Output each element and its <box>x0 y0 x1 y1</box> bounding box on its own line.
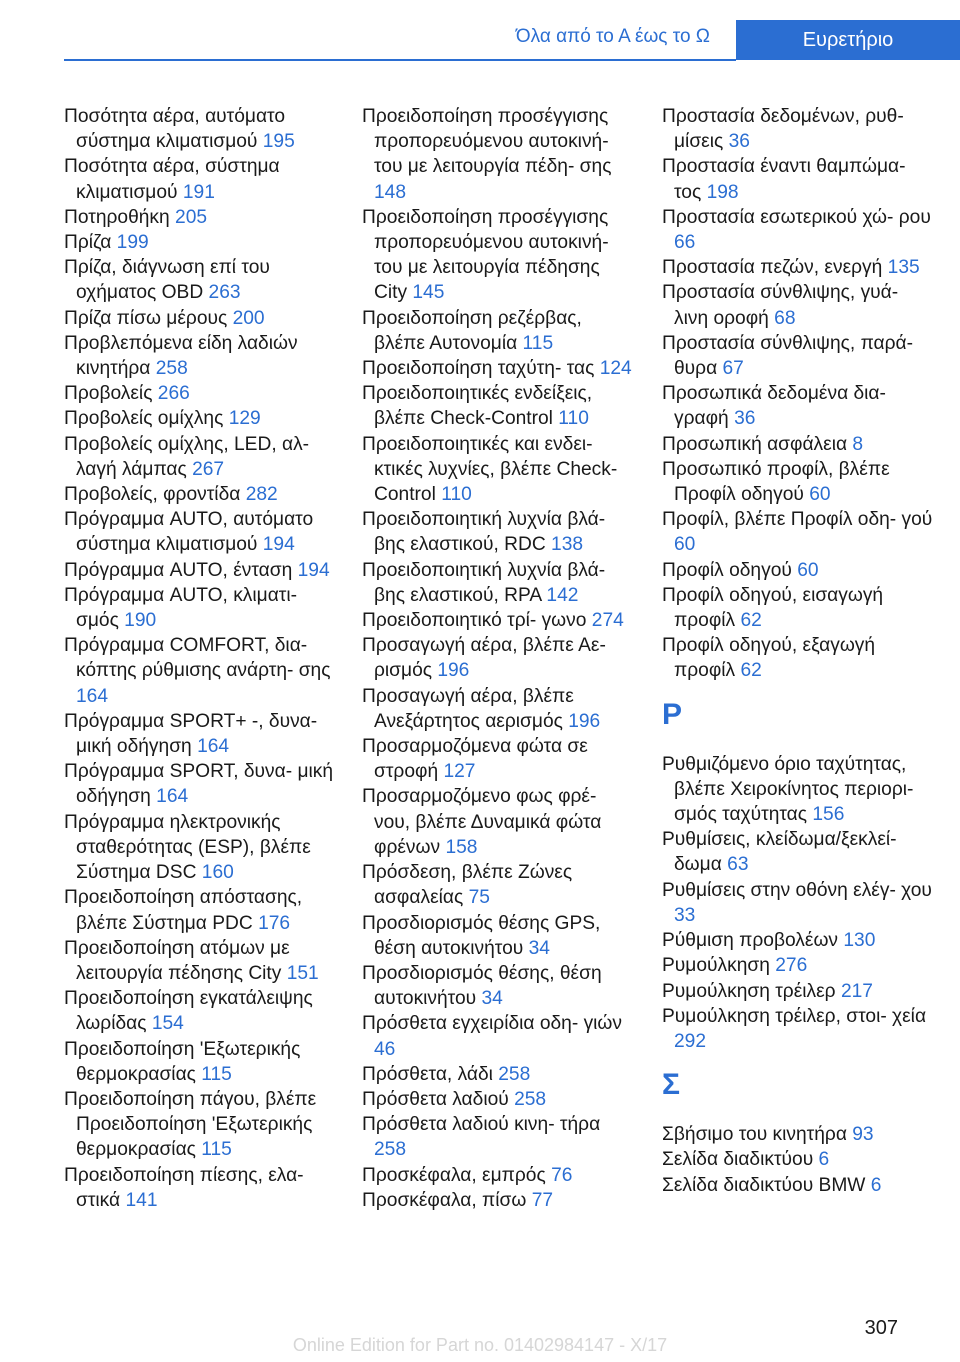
index-entry <box>362 684 637 734</box>
index-entry <box>362 633 637 683</box>
index-entry <box>64 885 339 935</box>
index-entry <box>362 860 637 910</box>
index-entry-term: Ρυθμίσεις στην οθόνη ελέγ‐ χου <box>662 879 932 901</box>
index-entry <box>662 928 937 953</box>
index-entry-term: Προφίλ οδηγού <box>662 559 792 581</box>
index-entry <box>362 356 637 381</box>
index-entry-term: Προστασία εσωτερικού χώ‐ ρου <box>662 206 931 228</box>
index-entry <box>662 878 937 928</box>
index-column-3 <box>662 104 937 1198</box>
index-entry-term: Προειδοποίηση προσέγγισης προπορευόμενου αυτοκινή‐ του με λειτουργία πέδησης City <box>362 206 609 304</box>
index-entry-term: Προφίλ, βλέπε Προφίλ οδη‐ γού <box>662 509 933 531</box>
index-page-link[interactable]: 258 <box>498 1063 531 1085</box>
index-entry-term: Πρόσθετα, λάδι <box>362 1063 493 1085</box>
index-page-link[interactable]: 60 <box>809 484 831 506</box>
index-entry <box>662 752 937 828</box>
index-page-link[interactable]: 148 <box>374 181 407 203</box>
index-entry-term: Προστασία πεζών, ενεργή <box>662 257 883 279</box>
index-entry-term: Πρόγραμμα AUTO, ένταση <box>64 559 293 581</box>
index-entry-term: Προειδοποίηση απόστασης, βλέπε Σύστημα PDC <box>64 887 303 934</box>
index-entry-term: Προσκέφαλα, εμπρός <box>362 1164 546 1186</box>
index-entry-term: Προβολείς ομίχλης, LED, αλ‐ λαγή λάμπας <box>64 433 310 480</box>
index-page-link[interactable]: 115 <box>522 332 554 354</box>
index-entry <box>64 432 339 482</box>
index-entry <box>64 936 339 986</box>
index-entry-term: Ρυμούλκηση τρέιλερ <box>662 980 836 1002</box>
index-entry-term: Πρόγραμμα AUTO, κλιματι‐ σμός <box>64 584 298 632</box>
index-entry-term: Προστασία σύνθλιψης, παρά‐ θυρα <box>662 332 914 380</box>
index-entry-term: Προφίλ οδηγού, εξαγωγή προφίλ <box>662 635 876 682</box>
index-page-link[interactable]: 36 <box>728 131 750 153</box>
index-entry <box>362 1163 637 1188</box>
index-entry <box>362 1188 637 1213</box>
index-entry <box>362 306 637 356</box>
index-entry <box>64 205 339 230</box>
index-page-link[interactable]: 191 <box>182 181 215 203</box>
index-entry-term: Πρίζα <box>64 232 112 254</box>
index-entry-term: Προειδοποίηση πάγου, βλέπε Προειδοποίηση 'Εξωτερικής θερμοκρασίας <box>64 1088 317 1161</box>
index-entry <box>64 633 339 709</box>
index-entry-term: Προειδοποιητικές ενδείξεις, βλέπε Check-Control <box>362 383 593 430</box>
index-entry <box>362 734 637 784</box>
index-entry-term: Σβήσιμο του κινητήρα <box>662 1124 847 1146</box>
index-entry-term: Προσδιορισμός θέσης, θέση αυτοκινήτου <box>362 962 602 1010</box>
index-entry <box>362 1011 637 1061</box>
index-page-link[interactable]: 258 <box>155 358 188 380</box>
index-entry-term: Προβολείς <box>64 383 153 405</box>
index-page-link[interactable]: 93 <box>852 1124 874 1146</box>
index-entry <box>662 205 937 255</box>
index-entry <box>64 255 339 305</box>
index-entry <box>662 953 937 978</box>
index-page-link[interactable]: 154 <box>151 1013 184 1035</box>
index-entry <box>64 583 339 633</box>
index-entry <box>662 154 937 204</box>
index-page-link[interactable]: 115 <box>201 1139 232 1161</box>
index-entry <box>662 507 937 557</box>
index-entry-term: Ρύθμιση προβολέων <box>662 930 839 952</box>
index-entry-term: Προειδοποίηση προσέγγισης προπορευόμενου αυτοκινή‐ του με λειτουργία πέδη‐ σης <box>362 106 612 178</box>
index-page-link[interactable]: 156 <box>812 804 845 826</box>
index-entry <box>662 381 937 431</box>
index-entry <box>662 255 937 280</box>
index-letter-heading: Ρ <box>662 697 683 731</box>
index-entry <box>362 1112 637 1162</box>
index-entry <box>662 558 937 583</box>
index-page-link[interactable]: 282 <box>245 484 278 506</box>
index-page-link[interactable]: 110 <box>558 408 589 430</box>
index-tab[interactable] <box>736 20 960 60</box>
index-entry <box>362 558 637 608</box>
index-entry <box>64 810 339 886</box>
index-entry-term: Προειδοποίηση πίεσης, ελα‐ στικά <box>64 1164 304 1211</box>
index-page-link[interactable]: 68 <box>774 307 796 329</box>
index-entry <box>362 961 637 1011</box>
index-page-link[interactable]: 66 <box>674 232 696 254</box>
index-entry-term: Πρόσθετα λαδιού κινη‐ τήρα <box>362 1114 601 1136</box>
index-page-link[interactable]: 199 <box>116 232 149 254</box>
index-entry-term: Προειδοποίηση 'Εξωτερικής θερμοκρασίας <box>64 1038 301 1085</box>
index-page-link[interactable]: 138 <box>551 534 584 556</box>
header-divider <box>64 59 736 61</box>
page-number: 307 <box>864 1317 898 1339</box>
index-entry-term: Πρόσθετα εγχειρίδια οδη‐ γιών <box>362 1013 622 1035</box>
index-entry-term: Προσωπική ασφάλεια <box>662 433 848 455</box>
index-entry-term: Ρυθμιζόμενο όριο ταχύτητας, βλέπε Χειροκίνητος περιορι‐ σμός ταχύτητας <box>662 753 914 826</box>
index-page-link[interactable]: 263 <box>208 282 241 304</box>
index-entry <box>362 911 637 961</box>
index-entry-term: Προειδοποίηση εγκατάλειψης λωρίδας <box>64 988 313 1035</box>
index-page-link[interactable]: 34 <box>528 937 550 959</box>
index-page-link[interactable]: 63 <box>727 854 749 876</box>
index-page-link[interactable]: 62 <box>740 610 762 632</box>
index-page-link[interactable]: 76 <box>551 1164 573 1186</box>
index-page-link[interactable]: 124 <box>599 358 632 380</box>
index-page-link[interactable]: 190 <box>124 610 157 632</box>
index-entry-term: Προβολείς ομίχλης <box>64 408 224 430</box>
index-entry-term: Πρόσθετα λαδιού <box>362 1088 509 1110</box>
index-page-link[interactable]: 145 <box>412 282 445 304</box>
index-entry-term: Προστασία δεδομένων, ρυθ‐ μίσεις <box>662 106 904 153</box>
index-entry-term: Προσωπικό προφίλ, βλέπε Προφίλ οδηγού <box>662 458 890 506</box>
index-entry-term: Πρόγραμμα SPORT+ -, δυνα‐ μική οδήγηση <box>64 710 318 758</box>
index-entry <box>662 1147 937 1172</box>
index-page-link[interactable]: 196 <box>437 660 470 682</box>
index-entry <box>64 986 339 1036</box>
index-entry <box>64 558 339 583</box>
index-entry-term: Προειδοποιητικό τρί‐ γωνο <box>362 610 587 632</box>
index-entry <box>662 104 937 154</box>
index-entry-term: Προειδοποιητικές και ενδει‐ κτικές λυχνίες, βλέπε Check-Control <box>362 433 618 506</box>
index-page-link[interactable]: 8 <box>852 433 864 455</box>
index-entry <box>362 784 637 860</box>
index-entry-term: Πρόγραμμα SPORT, δυνα‐ μική οδήγηση <box>64 761 334 808</box>
index-entry-term: Προφίλ οδηγού, εισαγωγή προφίλ <box>662 584 884 632</box>
index-entry <box>64 331 339 381</box>
index-page-link[interactable]: 194 <box>297 559 330 581</box>
index-page-link[interactable]: 292 <box>674 1030 707 1052</box>
index-page-link[interactable]: 258 <box>374 1139 407 1161</box>
index-entry-term: Ρυμούλκηση <box>662 955 770 977</box>
index-page-link[interactable]: 217 <box>840 980 873 1002</box>
index-entry-term: Ποσότητα αέρα, σύστημα κλιματισμού <box>64 156 280 203</box>
index-page-link[interactable]: 60 <box>674 534 696 556</box>
index-entry <box>362 1062 637 1087</box>
index-tab-label: Ευρετήριο <box>802 28 894 51</box>
index-entry-term: Πρίζα, διάγνωση επί του οχήματος OBD <box>64 257 270 304</box>
index-entry <box>64 230 339 255</box>
index-page-link[interactable]: 129 <box>228 408 261 430</box>
index-entry-term: Προβολείς, φροντίδα <box>64 484 241 506</box>
index-entry-term: Προσαρμοζόμενο φως φρέ‐ νου, βλέπε Δυναμικά φώτα φρένων <box>362 786 602 858</box>
index-entry-term: Προσαγωγή αέρα, βλέπε Ανεξάρτητος αερισμός <box>362 685 574 732</box>
index-page-link[interactable]: 158 <box>445 836 478 858</box>
index-entry-term: Προειδοποίηση ρεζέρβας, βλέπε Αυτονομία <box>362 307 582 354</box>
index-page-link[interactable]: 276 <box>775 955 808 977</box>
index-entry-term: Πρόγραμμα AUTO, αυτόματο σύστημα κλιματισμού <box>64 509 314 556</box>
index-entry-term: Πρόσδεση, βλέπε Ζώνες ασφαλείας <box>362 862 573 909</box>
index-entry <box>662 827 937 877</box>
index-entry-term: Προσκέφαλα, πίσω <box>362 1189 527 1211</box>
index-entry <box>64 306 339 331</box>
index-entry-term: Ρυθμίσεις, κλείδωμα/ξεκλεί‐ δωμα <box>662 829 897 876</box>
index-entry <box>662 331 937 381</box>
index-page-link[interactable]: 127 <box>443 761 476 783</box>
index-page-link[interactable]: 164 <box>197 736 230 758</box>
index-entry-term: Προστασία έναντι θαμπώμα‐ τος <box>662 156 906 203</box>
index-entry-term: Προστασία σύνθλιψης, γυά‐ λινη οροφή <box>662 282 899 329</box>
index-page-link[interactable]: 274 <box>591 610 624 632</box>
index-entry <box>662 583 937 633</box>
index-entry-term: Ποτηροθήκη <box>64 206 170 228</box>
index-entry <box>362 1087 637 1112</box>
index-page-link[interactable]: 266 <box>157 383 190 405</box>
index-entry-term: Προειδοποιητική λυχνία βλά‐ βης ελαστικού, RPA <box>362 559 606 606</box>
index-page-link[interactable]: 75 <box>468 887 490 909</box>
index-page-link[interactable]: 6 <box>870 1174 882 1196</box>
section-title: Όλα από το Α έως το Ω <box>515 26 710 47</box>
index-page-link[interactable]: 196 <box>568 710 601 732</box>
index-entry-term: Σελίδα διαδικτύου <box>662 1149 814 1171</box>
index-entry-term: Σελίδα διαδικτύου BMW <box>662 1174 866 1196</box>
index-column-2 <box>362 104 637 1213</box>
index-entry-term: Προσαγωγή αέρα, βλέπε Αε‐ ρισμός <box>362 635 606 682</box>
index-page-link[interactable]: 36 <box>734 408 756 430</box>
index-page-link[interactable]: 34 <box>481 988 503 1010</box>
index-column-1 <box>64 104 339 1213</box>
index-entry-term: Ρυμούλκηση τρέιλερ, στοι‐ χεία <box>662 1005 927 1027</box>
index-entry <box>662 633 937 683</box>
index-entry <box>662 1173 937 1198</box>
index-entry-term: Προσωπικά δεδομένα δια‐ γραφή <box>662 383 886 430</box>
index-page-link[interactable]: 115 <box>201 1063 232 1085</box>
index-page-link[interactable]: 60 <box>797 559 819 581</box>
index-entry-term: Πρόγραμμα COMFORT, δια‐ κόπτης ρύθμισης ανάρτη‐ σης <box>64 635 331 682</box>
index-page-link[interactable]: 6 <box>818 1149 830 1171</box>
index-entry <box>64 482 339 507</box>
index-page-link[interactable]: 141 <box>125 1189 158 1211</box>
index-entry <box>362 608 637 633</box>
index-page-link[interactable]: 110 <box>441 484 472 506</box>
index-entry-term: Προειδοποιητική λυχνία βλά‐ βης ελαστικού, RDC <box>362 509 606 556</box>
index-entry <box>64 104 339 154</box>
index-page-link[interactable]: 195 <box>262 131 295 153</box>
index-entry <box>662 457 937 507</box>
index-entry <box>64 381 339 406</box>
index-page-link[interactable]: 198 <box>706 181 739 203</box>
index-page-link[interactable]: 46 <box>374 1038 396 1060</box>
index-entry-term: Πρίζα πίσω μέρους <box>64 307 228 329</box>
index-page-link[interactable]: 164 <box>76 685 109 707</box>
index-page-link[interactable]: 160 <box>201 862 234 884</box>
index-page-link[interactable]: 77 <box>531 1189 554 1211</box>
index-entry <box>362 432 637 508</box>
index-page-link[interactable]: 130 <box>843 930 876 952</box>
index-page-link[interactable]: 135 <box>887 257 920 279</box>
index-entry <box>64 1087 339 1163</box>
index-entry <box>362 205 637 306</box>
index-page-link[interactable]: 33 <box>674 904 696 926</box>
index-entry <box>662 1004 937 1054</box>
index-entry <box>64 154 339 204</box>
index-entry <box>362 381 637 431</box>
index-entry <box>662 280 937 330</box>
index-page-link[interactable]: 205 <box>175 206 208 228</box>
index-entry <box>362 104 637 205</box>
index-entry-term: Προσαρμοζόμενα φώτα σε στροφή <box>362 736 588 783</box>
page-header <box>0 0 960 62</box>
index-page-link[interactable]: 267 <box>192 458 225 480</box>
index-entry-term: Προσδιορισμός θέσης GPS, θέση αυτοκινήτου <box>362 912 601 959</box>
index-page-link[interactable]: 164 <box>156 786 189 808</box>
index-page-link[interactable]: 62 <box>740 660 762 682</box>
index-entry <box>64 709 339 759</box>
index-entry-term: Προειδοποίηση ατόμων με λειτουργία πέδησης City <box>64 937 290 984</box>
index-page-link[interactable]: 67 <box>722 358 744 380</box>
index-entry <box>64 1163 339 1213</box>
index-page-link[interactable]: 151 <box>286 962 319 984</box>
index-page-link[interactable]: 200 <box>232 307 265 329</box>
index-entry <box>662 432 937 457</box>
footer-edition: Online Edition for Part no. 01402984147 - X/17 <box>292 1335 668 1355</box>
index-entry <box>64 406 339 431</box>
index-page-link[interactable]: 258 <box>514 1088 547 1110</box>
index-page-link[interactable]: 176 <box>258 912 291 934</box>
index-entry <box>64 759 339 809</box>
index-entry <box>662 1122 937 1147</box>
index-entry <box>662 979 937 1004</box>
index-page-link[interactable]: 142 <box>546 584 579 606</box>
index-entry <box>64 507 339 557</box>
index-entry-term: Ποσότητα αέρα, αυτόματο σύστημα κλιματισμού <box>64 106 286 153</box>
index-letter-heading: Σ <box>662 1068 681 1102</box>
index-entry-term: Προειδοποίηση ταχύτη‐ τας <box>362 358 595 380</box>
index-entry <box>362 507 637 557</box>
index-entry <box>64 1037 339 1087</box>
index-entry-term: Πρόγραμμα ηλεκτρονικής σταθερότητας (ESP), βλέπε Σύστημα DSC <box>64 811 311 884</box>
index-entry-term: Προβλεπόμενα είδη λαδιών κινητήρα <box>64 332 298 380</box>
index-page-link[interactable]: 194 <box>262 534 295 556</box>
